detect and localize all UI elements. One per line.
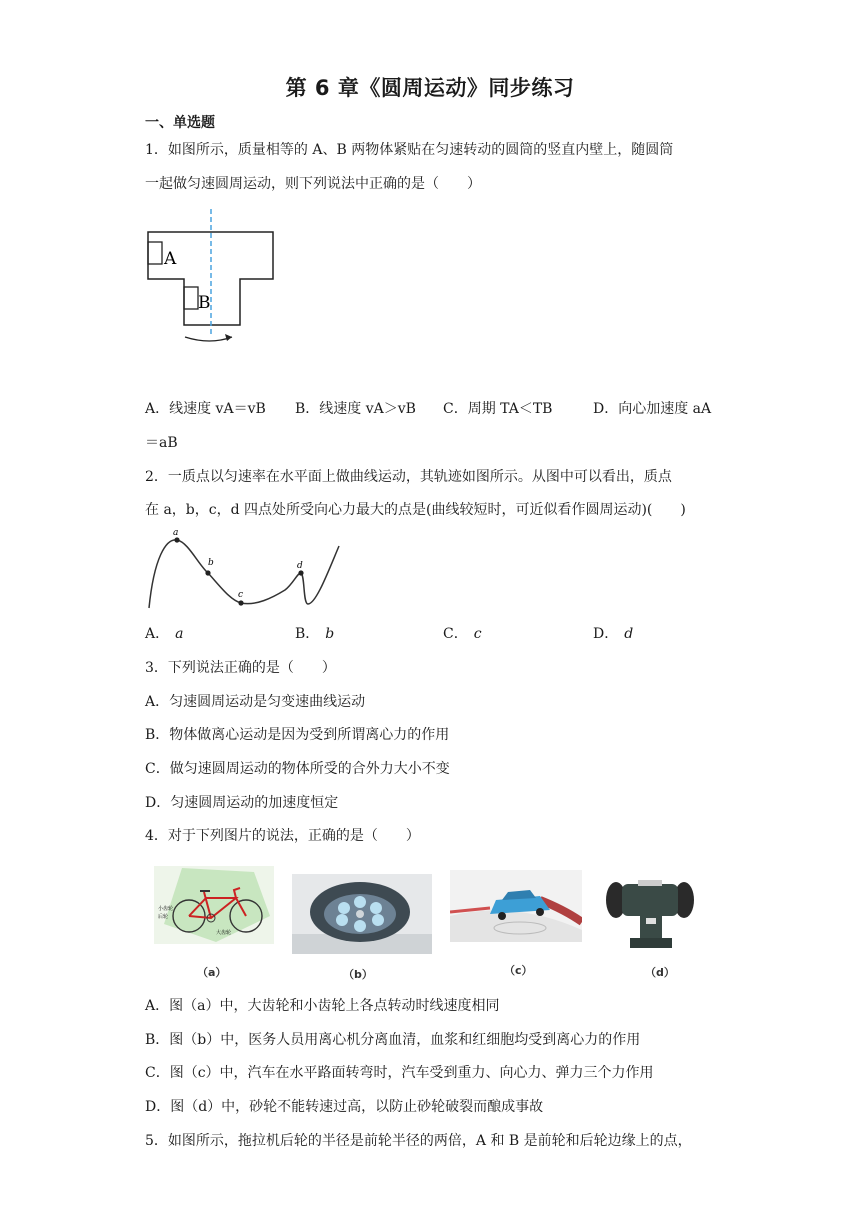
q3-stem: 3．下列说法正确的是（ ） — [145, 660, 336, 676]
point-c-label: c — [238, 590, 244, 600]
q5-stem-line1: 5．如图所示，拖拉机后轮的半径是前轮半径的两倍，A 和 B 是前轮和后轮边缘上的点， — [145, 1133, 692, 1149]
q2-stem-line2: 在 a，b，c，d 四点处所受向心力最大的点是(曲线较短时，可近似看作圆周运动)( ) — [145, 502, 686, 518]
block-b — [184, 287, 198, 309]
bike-label-small-gear: 小齿轮 — [158, 906, 174, 912]
q3-option-d: D．匀速圆周运动的加速度恒定 — [145, 795, 339, 811]
q1-stem-line2: 一起做匀速圆周运动，则下列说法中正确的是（ ） — [145, 176, 481, 192]
point-b — [205, 570, 210, 575]
q4-image-c-car — [450, 870, 582, 942]
point-b-label: b — [208, 558, 214, 568]
q2-figure-trajectory — [140, 528, 350, 613]
q2-option-c: C． c — [443, 626, 482, 642]
q4-image-d-grinder — [604, 874, 696, 952]
q4-stem: 4．对于下列图片的说法，正确的是（ ） — [145, 828, 420, 844]
q4-option-d: D．图（d）中，砂轮不能转速过高，以防止砂轮破裂而酿成事故 — [145, 1099, 544, 1115]
q4-caption-d: （d） — [645, 966, 675, 979]
q1-option-d: D．向心加速度 aA — [593, 401, 712, 417]
q4-image-a-bicycle — [154, 866, 274, 944]
rotation-arrow — [185, 337, 232, 341]
q3-option-c: C．做匀速圆周运动的物体所受的合外力大小不变 — [145, 761, 450, 777]
q2-option-d: D． d — [593, 626, 634, 642]
q4-caption-c: （c） — [504, 964, 533, 977]
q4-caption-a: （a） — [197, 966, 227, 979]
q1-option-c: C．周期 TA＜TB — [443, 401, 553, 417]
block-a — [148, 242, 162, 264]
q1-stem-line1: 1．如图所示，质量相等的 A、B 两物体紧贴在匀速转动的圆筒的竖直内壁上，随圆筒 — [145, 142, 674, 158]
point-c — [238, 600, 243, 605]
q4-option-a: A．图（a）中，大齿轮和小齿轮上各点转动时线速度相同 — [145, 998, 500, 1014]
q4-caption-b: （b） — [343, 968, 373, 981]
bike-label-big-gear: 大齿轮 — [216, 930, 232, 936]
bike-label-rear-wheel: 后轮 — [158, 914, 169, 920]
q4-option-b: B．图（b）中，医务人员用离心机分离血清，血浆和红细胞均受到离心力的作用 — [145, 1032, 641, 1048]
q1-option-d-cont: ＝aB — [145, 435, 178, 451]
point-d — [298, 570, 303, 575]
q2-option-a: A． a — [145, 626, 184, 642]
q3-option-b: B．物体做离心运动是因为受到所谓离心力的作用 — [145, 727, 450, 743]
label-b: B — [198, 293, 211, 313]
q4-option-c: C．图（c）中，汽车在水平路面转弯时，汽车受到重力、向心力、弹力三个力作用 — [145, 1065, 654, 1081]
q2-option-b: B． b — [295, 626, 335, 642]
label-a: A — [164, 249, 177, 269]
section-heading: 一、单选题 — [145, 115, 215, 131]
page-title: 第 6 章《圆周运动》同步练习 — [285, 76, 575, 100]
q2-stem-line1: 2．一质点以匀速率在水平面上做曲线运动，其轨迹如图所示。从图中可以看出，质点 — [145, 469, 672, 485]
q4-image-b-centrifuge — [292, 874, 432, 954]
point-a-label: a — [173, 528, 179, 538]
point-d-label: d — [297, 561, 303, 571]
q1-option-a: A．线速度 vA＝vB — [145, 401, 266, 417]
q1-option-b: B．线速度 vA＞vB — [295, 401, 416, 417]
q1-figure-cylinder — [140, 205, 290, 355]
point-a — [174, 537, 179, 542]
trajectory-curve — [149, 540, 339, 608]
q3-option-a: A．匀速圆周运动是匀变速曲线运动 — [145, 694, 366, 710]
